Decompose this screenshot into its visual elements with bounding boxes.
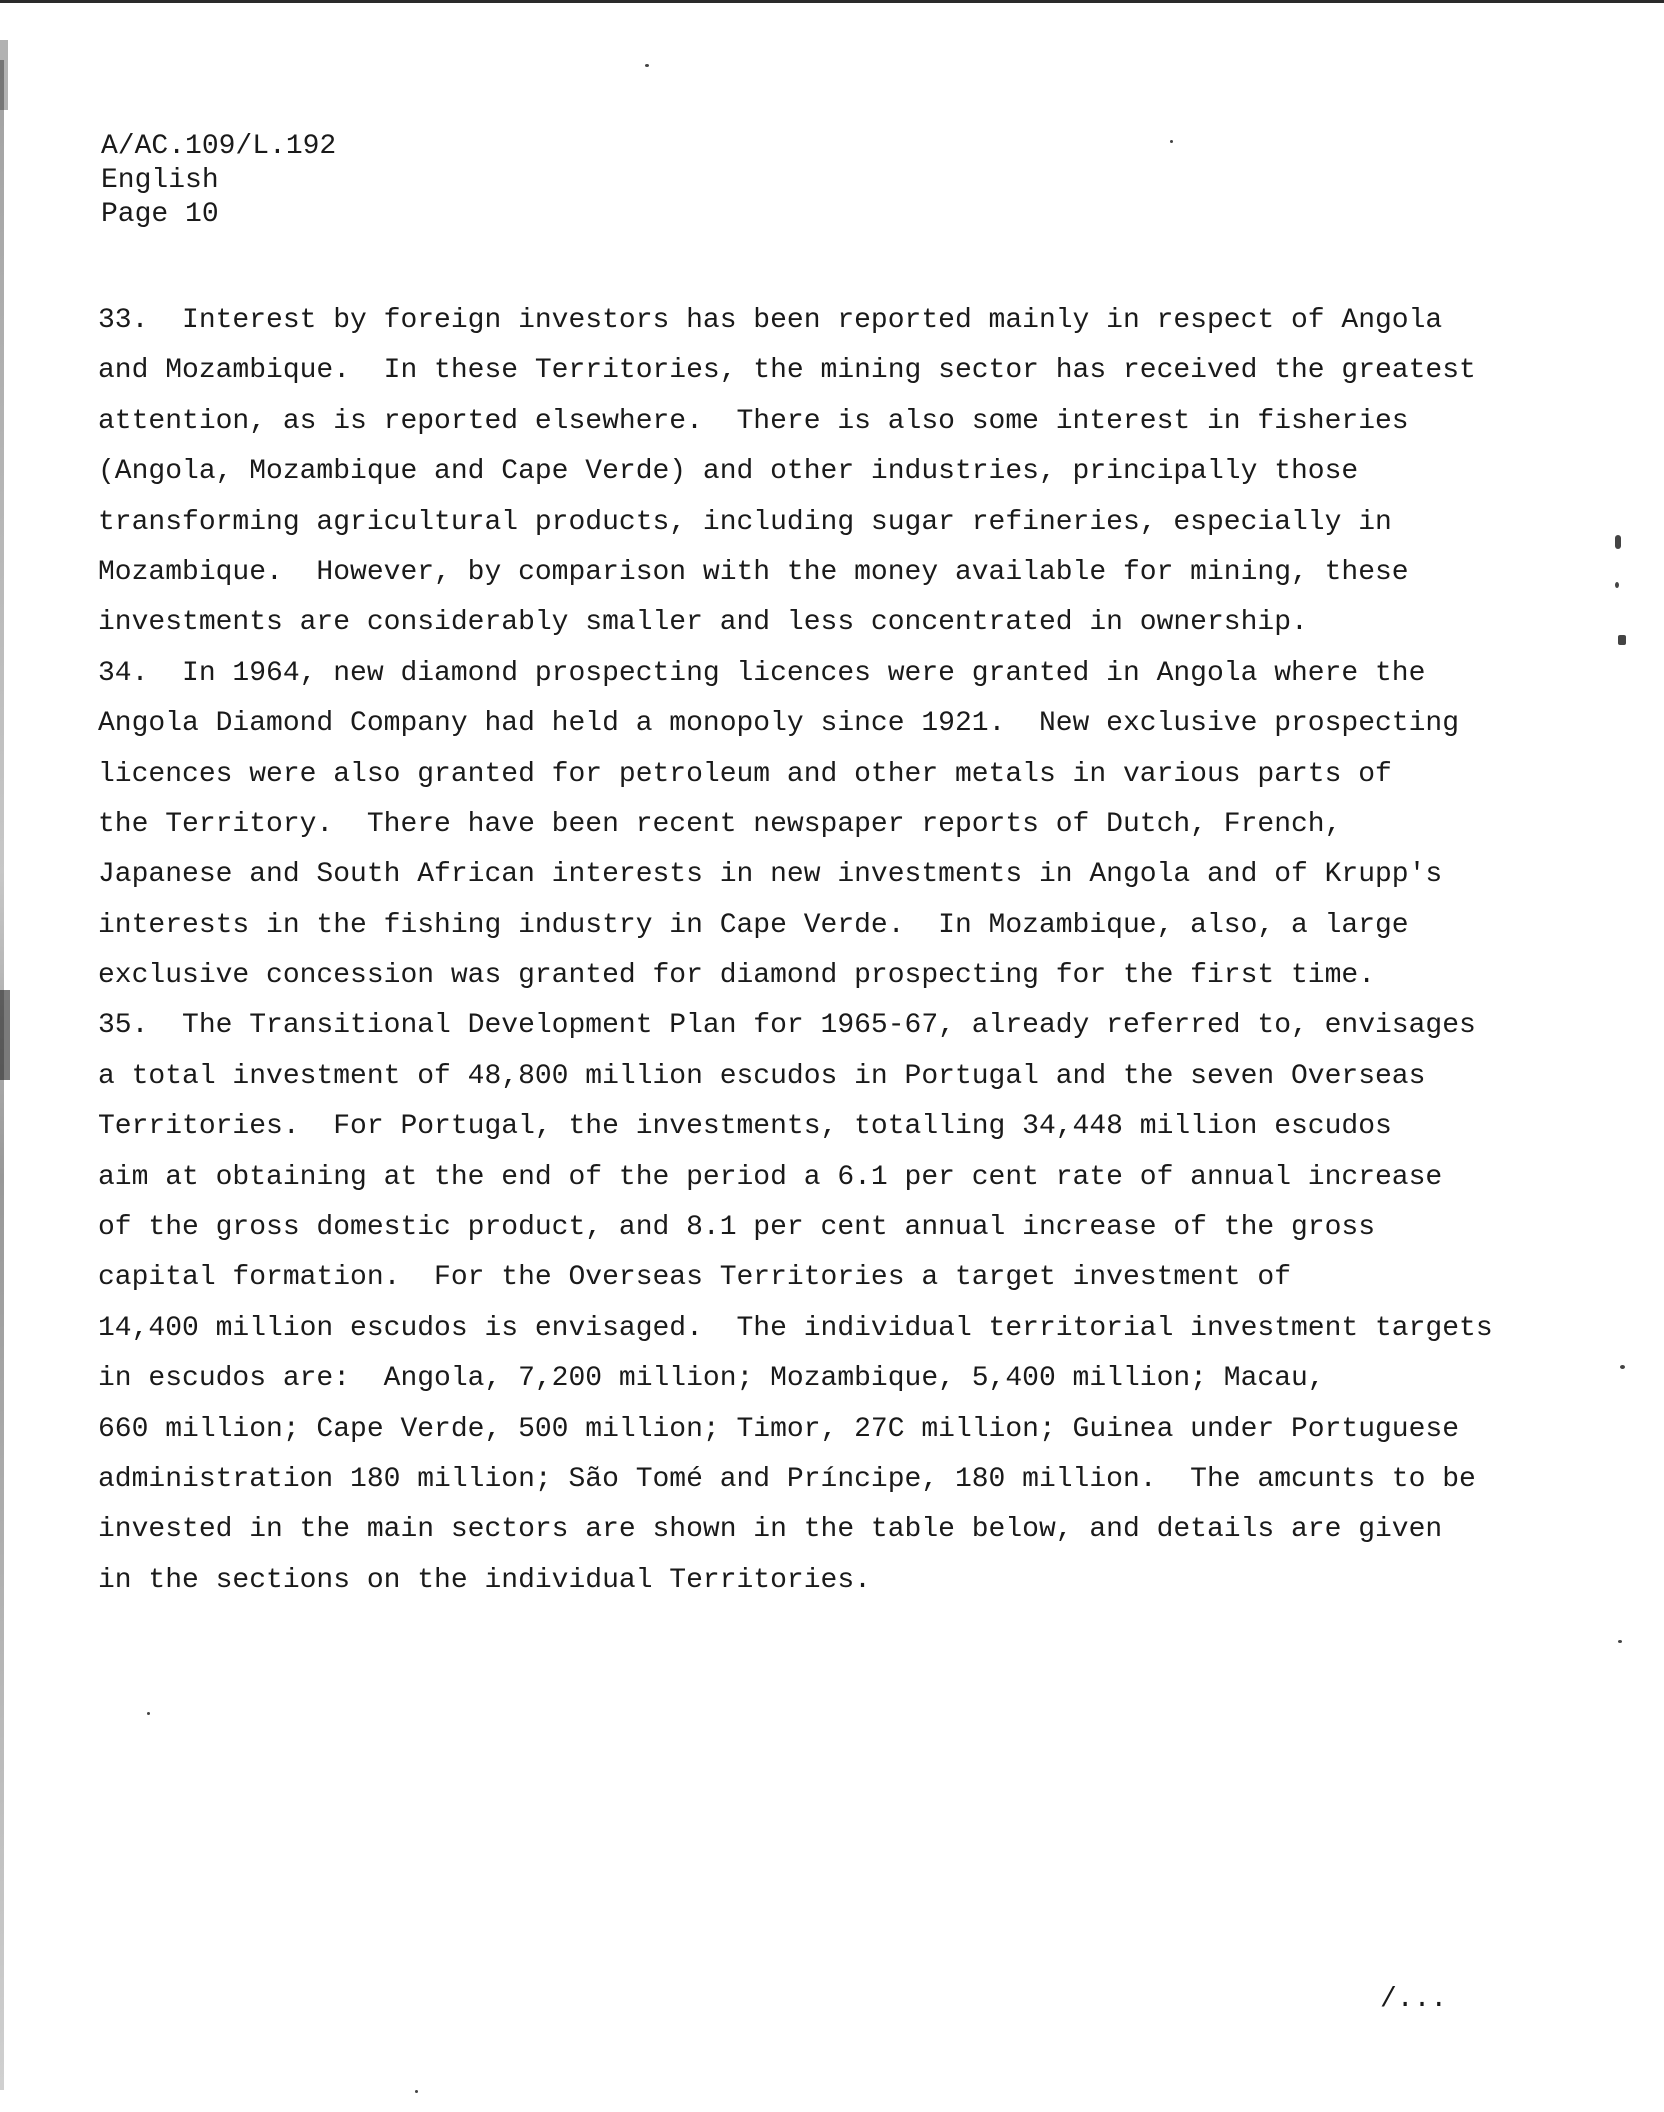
text-line: 33. Interest by foreign investors has been reported mainly in respect of Angola bbox=[98, 305, 1443, 336]
text-line: invested in the main sectors are shown in the table below, and details are given bbox=[98, 1514, 1443, 1546]
text-line: attention, as is reported elsewhere. There is also some interest in fisheries bbox=[98, 405, 1409, 437]
text-line: 34. In 1964, new diamond prospecting licences were granted in Angola where the bbox=[98, 657, 1426, 689]
text-line: in the sections on the individual Territories. bbox=[98, 1564, 871, 1596]
text-line: the Territory. There have been recent newspaper reports of Dutch, French, bbox=[98, 808, 1342, 840]
text-line: capital formation. For the Overseas Territories a target investment of bbox=[98, 1262, 1291, 1294]
text-line: of the gross domestic product, and 8.1 per cent annual increase of the gross bbox=[98, 1212, 1376, 1244]
scan-speck bbox=[1618, 1640, 1622, 1643]
text-line: aim at obtaining at the end of the period a 6.1 per cent rate of annual increase bbox=[98, 1161, 1443, 1193]
scan-speck bbox=[645, 64, 649, 67]
scan-speck bbox=[1615, 582, 1619, 588]
text-line: exclusive concession was granted for diamond prospecting for the first time. bbox=[98, 960, 1376, 992]
document-body bbox=[98, 296, 1498, 1606]
text-line: Territories. For Portugal, the investments, totalling 34,448 million escudos bbox=[98, 1111, 1392, 1143]
scan-speck bbox=[415, 2090, 418, 2093]
text-line: interests in the fishing industry in Cape Verde. In Mozambique, also, a large bbox=[98, 909, 1409, 941]
scan-speck bbox=[1170, 140, 1173, 143]
text-line: (Angola, Mozambique and Cape Verde) and other industries, principally those bbox=[98, 456, 1359, 488]
text-line: 660 million; Cape Verde, 500 million; Timor, 27C million; Guinea under Portuguese bbox=[98, 1413, 1460, 1445]
text-line: investments are considerably smaller and less concentrated in ownership. bbox=[98, 607, 1308, 639]
text-line: licences were also granted for petroleum and other metals in various parts of bbox=[98, 758, 1392, 790]
text-line: Mozambique. However, by comparison with the money available for mining, these bbox=[98, 556, 1409, 588]
scan-speck bbox=[1615, 535, 1621, 549]
document-symbol: A/AC.109/L.192 bbox=[101, 131, 337, 162]
scan-speck bbox=[1620, 1365, 1625, 1369]
text-line: Angola Diamond Company had held a monopoly since 1921. New exclusive prospecting bbox=[98, 708, 1460, 740]
text-line: 14,400 million escudos is envisaged. The individual territorial investment targets bbox=[98, 1312, 1493, 1344]
scan-edge-blot bbox=[0, 990, 10, 1080]
text-line: transforming agricultural products, including sugar refineries, especially in bbox=[98, 506, 1392, 538]
text-line: in escudos are: Angola, 7,200 million; Mozambique, 5,400 million; Macau, bbox=[98, 1363, 1325, 1395]
scan-edge-blot bbox=[0, 40, 8, 110]
page-number: Page 10 bbox=[101, 199, 219, 230]
text-line: and Mozambique. In these Territories, the mining sector has received the greatest bbox=[98, 355, 1476, 387]
text-line: 35. The Transitional Development Plan for 1965-67, already referred to, envisages bbox=[98, 1010, 1476, 1042]
text-line: administration 180 million; São Tomé and Príncipe, 180 million. The amcunts to be bbox=[98, 1463, 1476, 1495]
text-line: a total investment of 48,800 million escudos in Portugal and the seven Overseas bbox=[98, 1060, 1426, 1092]
continuation-mark: /... bbox=[1380, 1984, 1448, 2015]
scan-speck bbox=[147, 1712, 150, 1715]
top-border-line bbox=[0, 0, 1664, 3]
text-line: Japanese and South African interests in new investments in Angola and of Krupp's bbox=[98, 859, 1443, 891]
scan-speck bbox=[1618, 635, 1626, 645]
document-header bbox=[101, 130, 336, 232]
document-language: English bbox=[101, 165, 219, 196]
